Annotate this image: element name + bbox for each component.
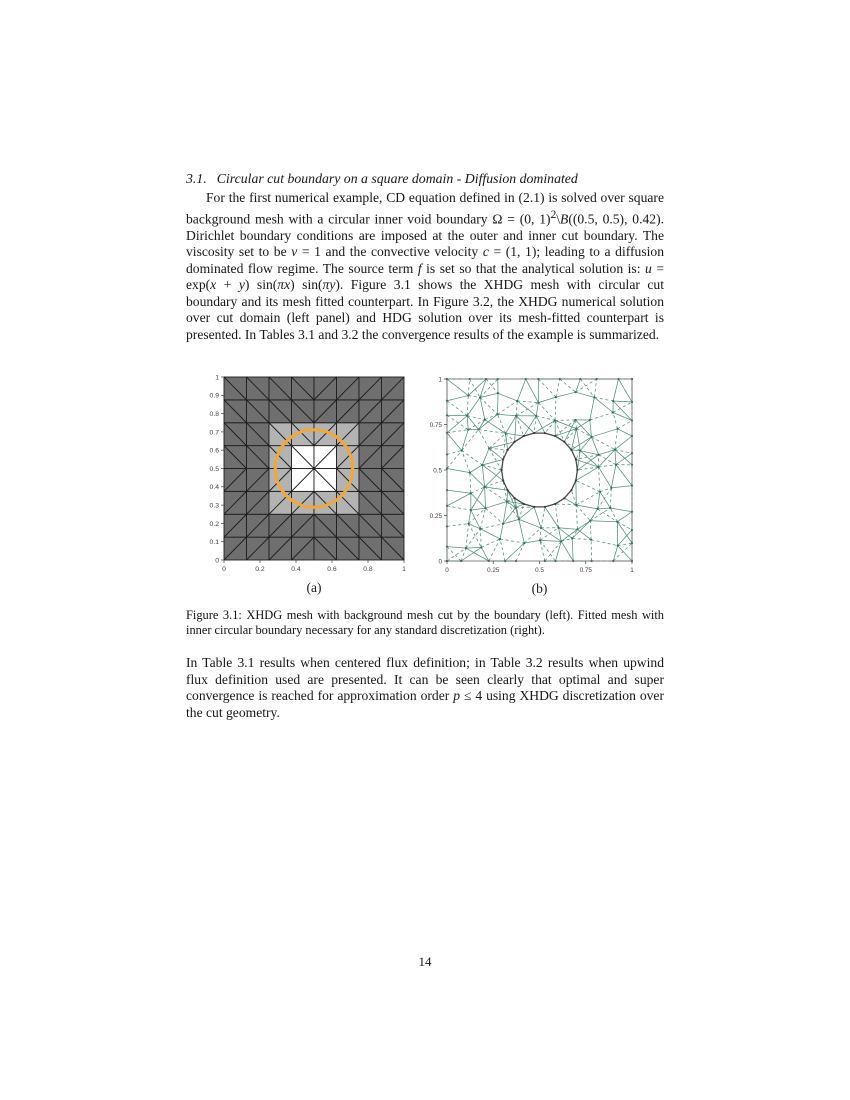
svg-text:0.5: 0.5 (433, 467, 442, 475)
paragraph-1: For the first numerical example, CD equation defined in (2.1) is solved over square background mesh with a circular inner void boundary Ω = (0, 1)$^2$\B((0.5, 0.5), 0.42). Dirichlet boundary conditions are imposed at the outer and inner cut boundary. The viscosity set to be ν = 1 and the convective velocity c = (1, 1); leading to a diffusion dominated flow regime. The source term f is set so that the analytical solution is: u = exp(x + y) sin(πx) sin(πy). Figure 3.1 shows the XHDG mesh with circular cut boundary and its mesh fitted counterpart. In Figure 3.2, the XHDG numerical solution over cut domain (left panel) and HDG solution over its mesh-fitted counterpart is presented. In Tables 3.1 and 3.2 the convergence results of the example is summarized. (186, 190, 664, 342)
svg-text:0.9: 0.9 (209, 392, 219, 400)
mesh-plot-a (196, 374, 441, 576)
svg-text:0.1: 0.1 (209, 539, 219, 547)
section-heading (186, 170, 664, 187)
paragraph-2: In Table 3.1 results when centered flux definition; in Table 3.2 results when upwind flux definition used are presented. It can be seen clearly that optimal and super convergence is reached for approximation order p ≤ 4 using XHDG discretization over the cut geometry. (186, 655, 664, 720)
svg-text:0.8: 0.8 (363, 566, 373, 573)
section-number: 3.1. (186, 171, 207, 186)
svg-text:0: 0 (438, 558, 442, 566)
svg-text:1: 1 (402, 566, 406, 573)
svg-text:0.25: 0.25 (429, 512, 442, 520)
svg-text:1: 1 (630, 567, 634, 574)
svg-text:0.4: 0.4 (209, 484, 219, 492)
svg-text:0.6: 0.6 (327, 566, 337, 573)
figure-b (419, 376, 664, 597)
svg-text:0.6: 0.6 (209, 447, 219, 455)
mesh-plot-b (419, 376, 664, 577)
figure-caption: Figure 3.1: XHDG mesh with background mesh cut by the boundary (left). Fitted mesh with inner circular boundary necessary for any standard discretization (right). (186, 608, 664, 638)
svg-text:0.2: 0.2 (255, 566, 265, 573)
svg-text:1: 1 (215, 374, 219, 382)
figure-a-label: (a) (306, 580, 322, 595)
figure-a (196, 374, 441, 596)
svg-text:0: 0 (222, 566, 226, 573)
svg-text:0: 0 (445, 567, 449, 574)
svg-text:0.4: 0.4 (291, 566, 301, 573)
figure-b-label: (b) (531, 581, 548, 596)
svg-text:0.3: 0.3 (209, 502, 219, 510)
svg-text:1: 1 (438, 376, 442, 384)
svg-text:0.25: 0.25 (487, 567, 500, 574)
svg-text:0.8: 0.8 (209, 411, 219, 418)
svg-text:0.7: 0.7 (209, 429, 219, 437)
svg-text:0.75: 0.75 (429, 421, 442, 429)
svg-text:0.5: 0.5 (535, 567, 544, 574)
section-title: Circular cut boundary on a square domain - Diffusion dominated (216, 171, 578, 186)
svg-text:0.5: 0.5 (209, 465, 219, 473)
svg-text:0: 0 (215, 557, 219, 565)
svg-text:0.2: 0.2 (209, 520, 219, 528)
page-number: 14 (418, 954, 432, 969)
svg-text:0.75: 0.75 (579, 567, 592, 574)
